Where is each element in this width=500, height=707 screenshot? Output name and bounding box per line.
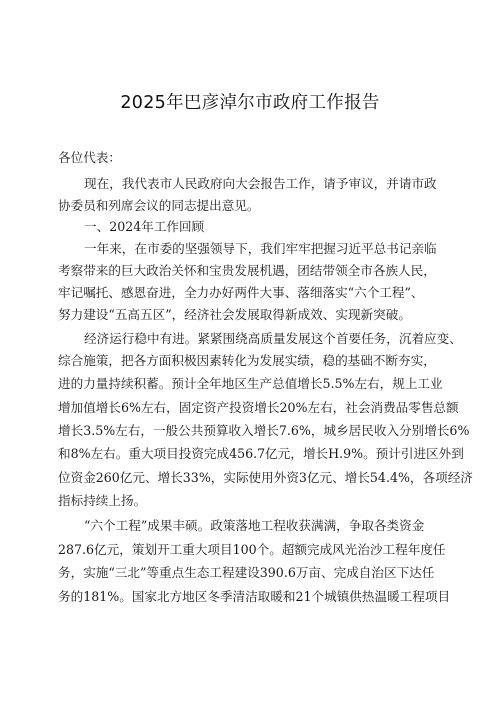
body-line: 增长3.5%左右，一般公共预算收入增长7.6%，城乡居民收入分别增长6% [58,423,470,438]
salutation: 各位代表： [58,150,121,165]
body-line: 一年来，在市委的坚强领导下，我们牢牢把握习近平总书记亲临 [84,241,437,256]
body-line: 务的181%。国家北方地区冬季清洁取暖和21个城镇供热温暖工程项目 [58,589,451,604]
body-line: 协委员和列席会议的同志提出意见。 [58,198,260,213]
body-line: 进的力量持续积蓄。预计全年地区生产总值增长5.5%左右，规上工业 [58,376,443,391]
body-line: “六个工程”成果丰硕。政策落地工程收获满满，争取各类资金 [84,518,425,533]
body-line: 综合施策，把各方面积极因素转化为发展实绩，稳的基础不断夯实， [58,353,436,368]
section-heading: 一、2024年工作回顾 [84,219,205,234]
body-line: 287.6亿元，策划开工重大项目100个。超额完成风光治沙工程年度任 [58,542,446,557]
body-line: 经济运行稳中有进。紧紧围绕高质量发展这个首要任务，沉着应变、 [84,331,462,346]
body-line: 现在，我代表市人民政府向大会报告工作，请予审议，并请市政 [84,176,437,191]
body-line: 位资金260亿元、增长33%，实际使用外资3亿元、增长54.4%，各项经济 [58,470,473,485]
body-line: 努力建设“五高五区”，经济社会发展取得新成效、实现新突破。 [58,307,411,322]
body-line: 牢记嘱托、感恩奋进，全力办好两件大事、落细落实“六个工程”、 [58,285,424,300]
body-line: 和8%左右。重大项目投资完成456.7亿元，增长H.9%。预计引进区外到 [58,446,464,461]
document-title: 2025年巴彦淖尔市政府工作报告 [120,93,380,113]
body-line: 增加值增长6%左右，固定资产投资增长20%左右，社会消费品零售总额 [58,400,459,415]
body-line: 指标持续上扬。 [58,493,147,508]
body-line: 考察带来的巨大政治关怀和宝贵发展机遇，团结带领全市各族人民， [58,263,436,278]
body-line: 务，实施“三北”等重点生态工程建设390.6万亩、完成自治区下达任 [58,565,435,580]
